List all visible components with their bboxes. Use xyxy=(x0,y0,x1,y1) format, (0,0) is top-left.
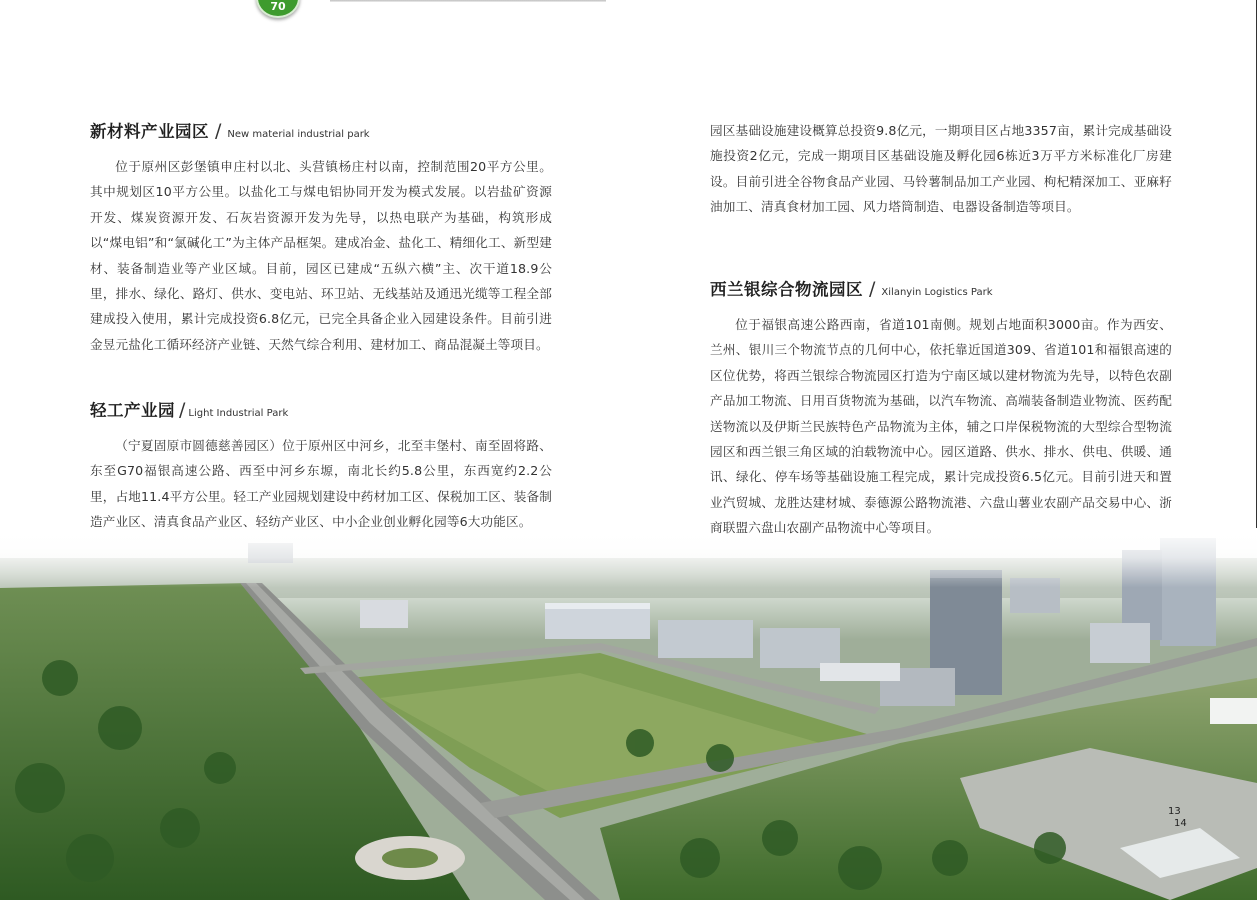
title-separator: / xyxy=(215,120,222,142)
section-title xyxy=(90,397,552,421)
section-title xyxy=(90,118,552,142)
section-title-en: Light Industrial Park xyxy=(188,408,289,419)
section-continued xyxy=(710,118,1172,220)
section-body: 位于福银高速公路西南，省道101南侧。规划占地面积3000亩。作为西安、兰州、银川三个物流节点的几何中心，依托靠近国道309、省道101和福银高速的区位优势，将西兰银综合物流园区打造为宁南区域以建材物流为先导，以特色农副产品加工物流、日用百货物流为基础，以汽车物流、高端装备制造业物流、医药配送物流以及伊斯兰民族特色产品物流为主体，辅之口岸保税物流的大型综合型物流园区和西兰银三角区域的泊载物流中心。园区道路、供水、排水、供电、供暖、通讯、绿化、停车场等基础设施工程完成，累计完成投资6.5亿元。目前引进天和置业汽贸城、龙胜达建材城、泰德源公路物流港、六盘山薯业农副产品交易中心、浙商联盟六盘山农副产品物流中心等项目。 xyxy=(710,317,1172,536)
section-title xyxy=(710,276,1172,300)
page-numbers xyxy=(1168,806,1187,830)
section-body: 园区基础设施建设概算总投资9.8亿元，一期项目区占地3357亩，累计完成基础设施投资2亿元，完成一期项目区基础设施及孵化园6栋近3万平方米标准化厂房建设。目前引进全谷物食品产业园、马铃薯制品加工产业园、枸杞精深加工、亚麻籽油加工、清真食材加工园、风力塔筒制造、电器设备制造等项目。 xyxy=(710,123,1172,215)
section-body: （宁夏固原市圆德慈善园区）位于原州区中河乡，北至丰堡村、南至固将路、东至G70福银高速公路、西至中河乡东塬，南北长约5.8公里，东西宽约2.2公里，占地11.4平方公里。轻工产业园规划建设中药材加工区、保税加工区、装备制造产业区、清真食品产业区、轻纺产业区、中小企业创业孵化园等6大功能区。 xyxy=(90,438,552,530)
page-number-left: 13 xyxy=(1168,806,1181,817)
page-number-right: 14 xyxy=(1174,818,1187,829)
section-xilanyin xyxy=(710,276,1172,541)
section-title-cn: 西兰银综合物流园区 xyxy=(710,280,863,299)
section-title-en: Xilanyin Logistics Park xyxy=(881,287,993,298)
top-rule xyxy=(330,0,606,2)
section-new-material xyxy=(90,118,552,357)
title-separator: / xyxy=(869,278,876,300)
page-number-badge xyxy=(256,0,300,18)
aerial-photo xyxy=(0,528,1257,900)
title-separator: / xyxy=(179,399,186,421)
section-light-industry xyxy=(90,397,552,535)
section-body: 位于原州区彭堡镇申庄村以北、头营镇杨庄村以南，控制范围20平方公里。其中规划区10平方公里。以盐化工与煤电铝协同开发为模式发展。以岩盐矿资源开发、煤炭资源开发、石灰岩资源开发为先导，以热电联产为基础，构筑形成以“煤电铝”和“氯碱化工”为主体产品框架。建成冶金、盐化工、精细化工、新型建材、装备制造业等产业区域。目前，园区已建成“五纵六横”主、次干道18.9公里，排水、绿化、路灯、供水、变电站、环卫站、无线基站及通迅光缆等工程全部建成投入使用，累计完成投资6.8亿元，已完全具备企业入园建设条件。目前引进金昱元盐化工循环经济产业链、天然气综合利用、建材加工、商品混凝土等项目。 xyxy=(90,159,552,352)
section-title-en: New material industrial park xyxy=(227,129,370,140)
section-title-cn: 新材料产业园区 xyxy=(90,122,209,141)
page-number: 70 xyxy=(270,0,286,13)
section-title-cn: 轻工产业园 xyxy=(90,401,175,420)
